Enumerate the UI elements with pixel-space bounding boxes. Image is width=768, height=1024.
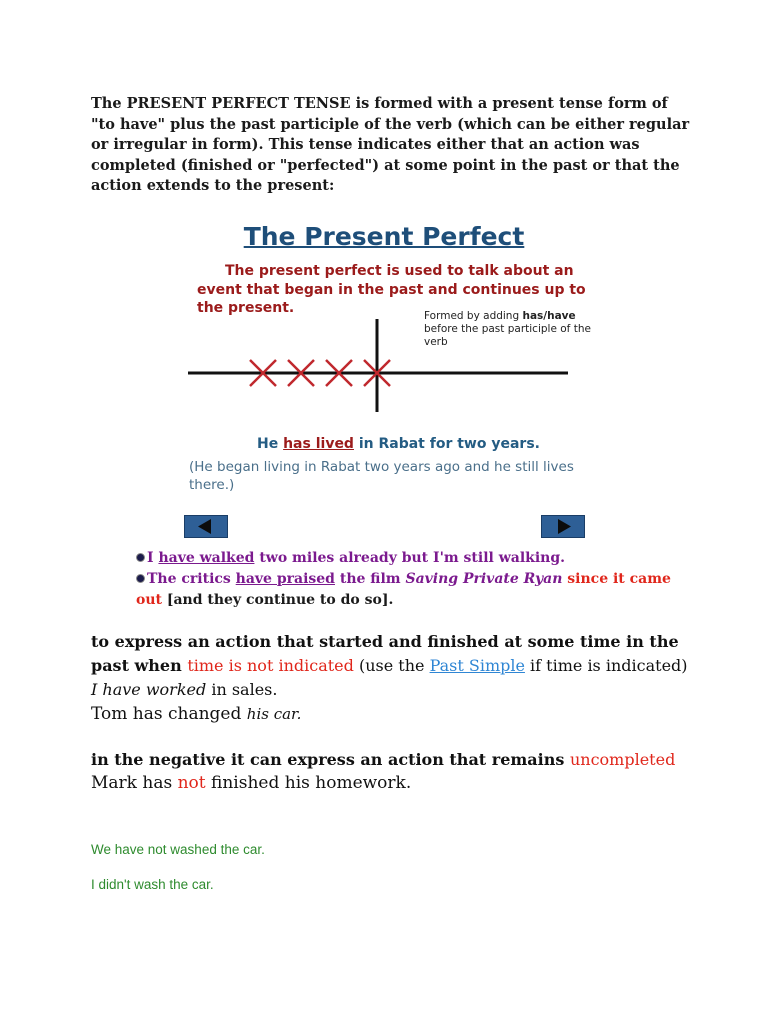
figure-description: The present perfect is used to talk about an event that began in the past and continues up to the present. <box>197 263 586 316</box>
arrow-left-icon <box>185 516 227 537</box>
bullet-pre: The critics <box>147 571 236 587</box>
bullet-pre: I <box>147 550 159 566</box>
past-simple-link[interactable]: Past Simple <box>429 656 525 675</box>
example-post: in Rabat for two years. <box>353 436 540 452</box>
figure-title <box>0 222 768 251</box>
example-worked-italic: I have worked <box>91 680 207 699</box>
usage-paragraph <box>91 630 691 678</box>
example-tom-plain: Tom has changed <box>91 704 247 724</box>
film-title: Saving Private Ryan <box>405 571 563 587</box>
example-worked-rest: in sales. <box>206 680 278 699</box>
bullet-post: two miles already but I'm still walking. <box>254 550 566 566</box>
bullet-verb: have walked <box>158 550 255 566</box>
next-button[interactable] <box>541 515 585 538</box>
bullet-verb: have praised <box>235 571 335 587</box>
figure-title-text: The Present Perfect <box>243 222 525 251</box>
figure-example-explanation: (He began living in Rabat two years ago and he still lives there.) <box>189 459 574 493</box>
bullet-mid: the film <box>334 571 406 587</box>
green-example: We have not washed the car. <box>91 842 265 857</box>
example-tom <box>91 702 301 726</box>
bullet-item <box>136 569 676 611</box>
previous-button[interactable] <box>184 515 228 538</box>
note-after: before the past participle of the verb <box>424 323 591 348</box>
arrow-right-icon <box>542 516 584 537</box>
negative-text: in the negative it can express an action that remains <box>91 750 570 769</box>
example-pre: He <box>257 436 284 452</box>
bullet-post: [and they continue to do so]. <box>161 592 394 608</box>
example-worked <box>91 678 277 702</box>
intro-paragraph: The PRESENT PERFECT TENSE is formed with a present tense form of "to have" plus the past participle of the verb (which can be either regular or irregular in form). This tense indicates either that an action was completed (finished or "perfected") at some point in the past or that the action extends to the present: <box>91 95 690 194</box>
usage-red: time is not indicated <box>187 656 354 675</box>
timeline-diagram <box>186 316 576 416</box>
negative-paragraph <box>91 748 711 772</box>
example-verb: has lived <box>283 436 354 452</box>
bullet-icon <box>136 574 145 583</box>
mark-post: finished his homework. <box>205 773 412 793</box>
mark-red: not <box>177 773 206 793</box>
example-tom-italic: his car. <box>246 705 302 723</box>
bullet-icon <box>136 553 145 562</box>
note-bold: has/have <box>522 310 576 322</box>
negative-red: uncompleted <box>569 750 676 769</box>
mark-pre: Mark has <box>91 773 178 793</box>
usage-end: if time is indicated) <box>524 656 688 675</box>
figure-example <box>257 436 540 452</box>
bullet-red: since it came out <box>136 571 671 608</box>
green-example: I didn't wash the car. <box>91 877 214 892</box>
note-before: Formed by adding <box>424 310 523 322</box>
example-mark <box>91 771 411 795</box>
usage-mid: (use the <box>353 656 430 675</box>
bullet-item <box>136 548 565 569</box>
usage-line: to express an action that started and finished at some time in the past when <box>91 632 679 675</box>
